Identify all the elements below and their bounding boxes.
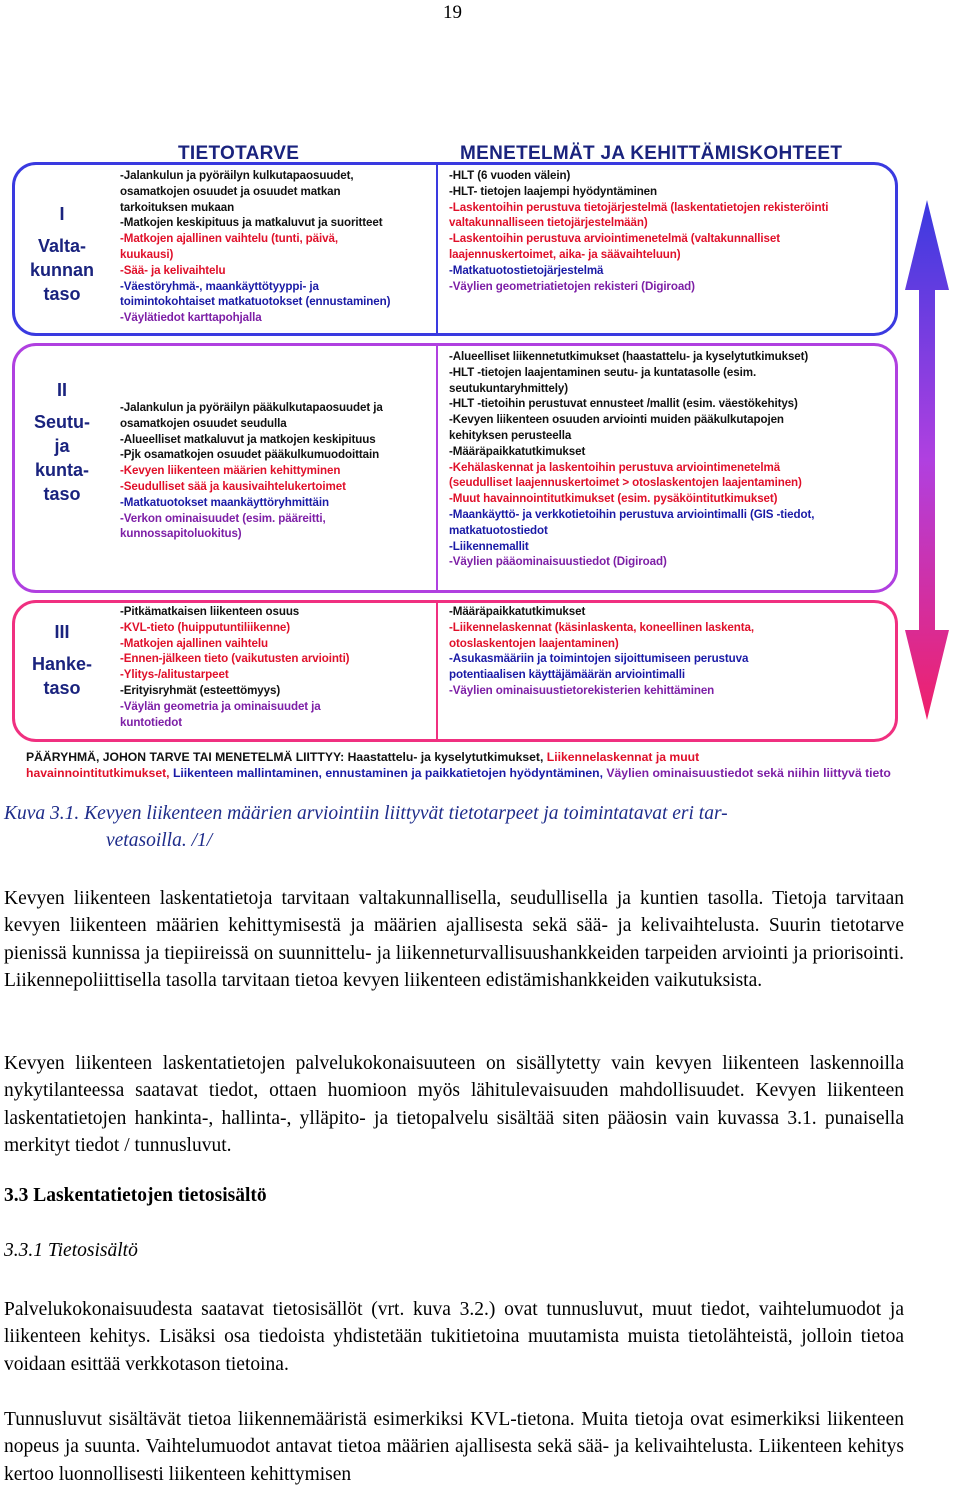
- list-item: matkatuotostiedot: [449, 523, 548, 537]
- list-item: -Muut havainnointitutkimukset (esim. pysäköintitutkimukset): [449, 492, 778, 506]
- list-item: -Laskentoihin perustuva tietojärjestelmä (laskentatietojen rekisteröinti: [449, 200, 829, 214]
- list-item: -Kevyen liikenteen määrien kehittyminen: [120, 464, 341, 478]
- list-item: -Väylien pääominaisuustiedot (Digiroad): [449, 555, 667, 569]
- list-item: -Maankäyttö- ja verkkotietoihin perustuva arviointimalli (GIS -tiedot,: [449, 507, 815, 521]
- list-item: -Liikennemallit: [449, 539, 529, 553]
- level-1-methods: [449, 168, 828, 294]
- list-item: toimintokohtaiset matkatuotokset (ennustaminen): [120, 295, 391, 309]
- list-item: -Väestöryhmä-, maankäyttötyyppi- ja: [120, 279, 319, 293]
- level-3-methods: [449, 604, 754, 699]
- divider-2: [436, 346, 438, 590]
- list-item: -Alueelliset matkaluvut ja matkojen keskipituus: [120, 432, 376, 446]
- list-item: -Kevyen liikenteen osuuden arviointi muiden pääkulkutapojen: [449, 413, 784, 427]
- level-1-label: I Valta- kunnan taso: [29, 204, 94, 304]
- list-item: -Ylitys-/alitustarpeet: [120, 668, 229, 682]
- level-2-label: II Seutu- ja kunta- taso: [34, 380, 90, 504]
- level-1-needs: [120, 168, 390, 326]
- list-item: potentiaalisen käyttäjämäärän arviointimalli: [449, 668, 685, 682]
- list-item: -Liikennelaskennat (käsinlaskenta, koneellinen laskenta,: [449, 620, 754, 634]
- list-item: -HLT (6 vuoden välein): [449, 169, 571, 182]
- list-item: -Sää- ja kelivaihtelu: [120, 263, 226, 277]
- footer-segment: Liikenteen mallintaminen, ennustaminen ja paikkatietojen hyödyntäminen,: [172, 766, 607, 780]
- list-item: -Jalankulun ja pyöräilyn kulkutapaosuudet,: [120, 169, 354, 182]
- list-item: -Matkojen keskipituus ja matkaluvut ja suoritteet: [120, 216, 383, 230]
- list-item: -Alueelliset liikennetutkimukset (haastattelu- ja kyselytutkimukset): [449, 350, 809, 363]
- paragraph-1: Kevyen liikenteen laskentatietoja tarvitaan valtakunnallisella, seudullisella ja kuntien tasolla. Tietoja tarvitaan kevyen liikenteen määrien kehittymisestä ja määrien ajallisesta sekä sää- ja kelivaihtelusta. Suurin tietotarve pienissä kunnissa ja tiepiireissä on suunnittelu- ja liikenneturvallisuushankkeiden tarpeiden arviointi ja priorisointi. Liikennepoliittisella tasolla tarvitaan tietoa kevyen liikenteen edistämishankkeiden vaikutuksista.: [4, 888, 904, 992]
- list-item: valtakunnalliseen tietojärjestelmään): [449, 216, 648, 230]
- list-item: kehityksen perusteella: [449, 428, 572, 442]
- list-item: tarkoituksen mukaan: [120, 200, 235, 214]
- list-item: -Ennen-jälkeen tieto (vaikutusten arviointi): [120, 652, 350, 666]
- list-item: -KVL-tieto (huipputuntiliikenne): [120, 620, 291, 634]
- list-item: -Väylien ominaisuustietorekisterien kehittäminen: [449, 683, 715, 697]
- footer-segment: havainnointitutkimukset,: [26, 766, 173, 780]
- list-item: laajennuskertoimet, aika- ja säävaihteluun): [449, 247, 681, 261]
- footer-segment: PÄÄRYHMÄ, JOHON TARVE TAI MENETELMÄ LIITTYY:: [26, 750, 348, 764]
- list-item: -Asukasmääriin ja toimintojen sijoittumiseen perustuva: [449, 652, 749, 666]
- level-2-needs: [120, 400, 383, 542]
- list-item: -Pitkämatkaisen liikenteen osuus: [120, 605, 300, 618]
- list-item: -Matkatuotostietojärjestelmä: [449, 263, 604, 277]
- paragraph-2: Kevyen liikenteen laskentatietojen palvelukokonaisuuteen on sisällytetty vain kevyen liikenteen laskennoilla nykytilanteessa saatavat tiedot, ottaen huomioon myös lähitulevaisuuden mahdollisuudet. Kevyen liikenteen laskentatietojen hankinta-, hallinta-, ylläpito- ja tietopalvelu sisältää siten pääosin vain kuvassa 3.1. punaisella merkityt tiedot / tunnusluvut.: [4, 1053, 904, 1157]
- list-item: -Pjk osamatkojen osuudet pääkulkumuodoittain: [120, 448, 380, 462]
- list-item: -Matkatuotokset maankäyttöryhmittäin: [120, 495, 329, 509]
- list-item: -HLT -tietojen laajentaminen seutu- ja kuntatasolle (esim.: [449, 365, 757, 379]
- list-item: (seudulliset laajennuskertoimet > otoslaskentojen laajentaminen): [449, 476, 802, 490]
- list-item: -Kehälaskennat ja laskentoihin perustuva arviointimenetelmä: [449, 460, 781, 474]
- divider-1: [436, 165, 438, 333]
- list-item: -Erityisryhmät (esteettömyys): [120, 683, 281, 697]
- list-item: -Laskentoihin perustuva arviointimenetelmä (valtakunnalliset: [449, 232, 780, 246]
- divider-3: [436, 603, 438, 739]
- list-item: -Määräpaikkatutkimukset: [449, 605, 586, 618]
- list-item: seutukuntaryhmittely): [449, 381, 569, 395]
- list-item: otoslaskentojen laajentaminen): [449, 636, 619, 650]
- level-3-needs: [120, 604, 349, 730]
- list-item: -Verkon ominaisuudet (esim. pääreitti,: [120, 511, 326, 525]
- list-item: -HLT- tietojen laajempi hyödyntäminen: [449, 184, 658, 198]
- list-item: kunnossapitoluokitus): [120, 527, 242, 541]
- list-item: -HLT -tietoihin perustuvat ennusteet /mallit (esim. väestökehitys): [449, 397, 798, 411]
- list-item: osamatkojen osuudet ja osuudet matkan: [120, 184, 341, 198]
- footer-segment: Liikennelaskennat ja muut: [546, 750, 700, 764]
- list-item: osamatkojen osuudet seudulla: [120, 416, 287, 430]
- footer-segment: Haastattelu- ja kyselytutkimukset,: [347, 750, 547, 764]
- list-item: kuntotiedot: [120, 715, 183, 729]
- figure-footer: [26, 749, 891, 781]
- header-menetelmat: MENETELMÄT JA KEHITTÄMISKOHTEET: [460, 143, 843, 164]
- level-3-label: III Hanke- taso: [31, 622, 93, 698]
- double-arrow-icon: [905, 200, 949, 720]
- list-item: -Määräpaikkatutkimukset: [449, 444, 586, 458]
- paragraph-4: Tunnusluvut sisältävät tietoa liikennemääristä esimerkiksi KVL-tietona. Muita tietoja ovat esimerkiksi liikenteen nopeus ja suunta. Vaihtelumuodot antavat tietoa määrien ajallisesta sekä sää- ja kelivaihtelusta. Liikenteen kehitys kertoo luonnollisesti liikenteen kehittymisen: [4, 1409, 904, 1485]
- section-heading-3-3: 3.3 Laskentatietojen tietosisältö: [4, 1185, 267, 1206]
- list-item: kuukausi): [120, 247, 174, 261]
- list-item: -Matkojen ajallinen vaihtelu (tunti, päivä,: [120, 232, 338, 246]
- subsection-heading-3-3-1: 3.3.1 Tietosisältö: [4, 1240, 138, 1261]
- list-item: -Väylän geometria ja ominaisuudet ja: [120, 699, 321, 713]
- list-item: -Väylien geometriatietojen rekisteri (Digiroad): [449, 279, 695, 293]
- list-item: -Matkojen ajallinen vaihtelu: [120, 636, 268, 650]
- header-tietotarve: TIETOTARVE: [178, 143, 300, 164]
- figure-caption: Kuva 3.1. Kevyen liikenteen määrien arviointiin liittyvät tietotarpeet ja toimintatavat eri tar- vetasoilla. /1/: [4, 803, 728, 851]
- level-2-methods: [449, 349, 814, 570]
- list-item: -Jalankulun ja pyöräilyn pääkulkutapaosuudet ja: [120, 401, 383, 414]
- list-item: -Seudulliset sää ja kausivaihtelukertoimet: [120, 479, 346, 493]
- paragraph-3: Palvelukokonaisuudesta saatavat tietosisällöt (vrt. kuva 3.2.) ovat tunnusluvut, muut tiedot, vaihtelumuodot ja liikenteen kehitys. Lisäksi osa tiedoista yhdistetään tukitietoina muutamista muista tietolähteistä, jolloin tietoa voidaan esittää verkkotason tietoina.: [4, 1299, 904, 1375]
- footer-segment: Väylien ominaisuustiedot sekä niihin liittyvä tieto: [606, 766, 891, 780]
- list-item: -Väylätiedot karttapohjalla: [120, 311, 262, 325]
- page-number: 19: [443, 2, 462, 23]
